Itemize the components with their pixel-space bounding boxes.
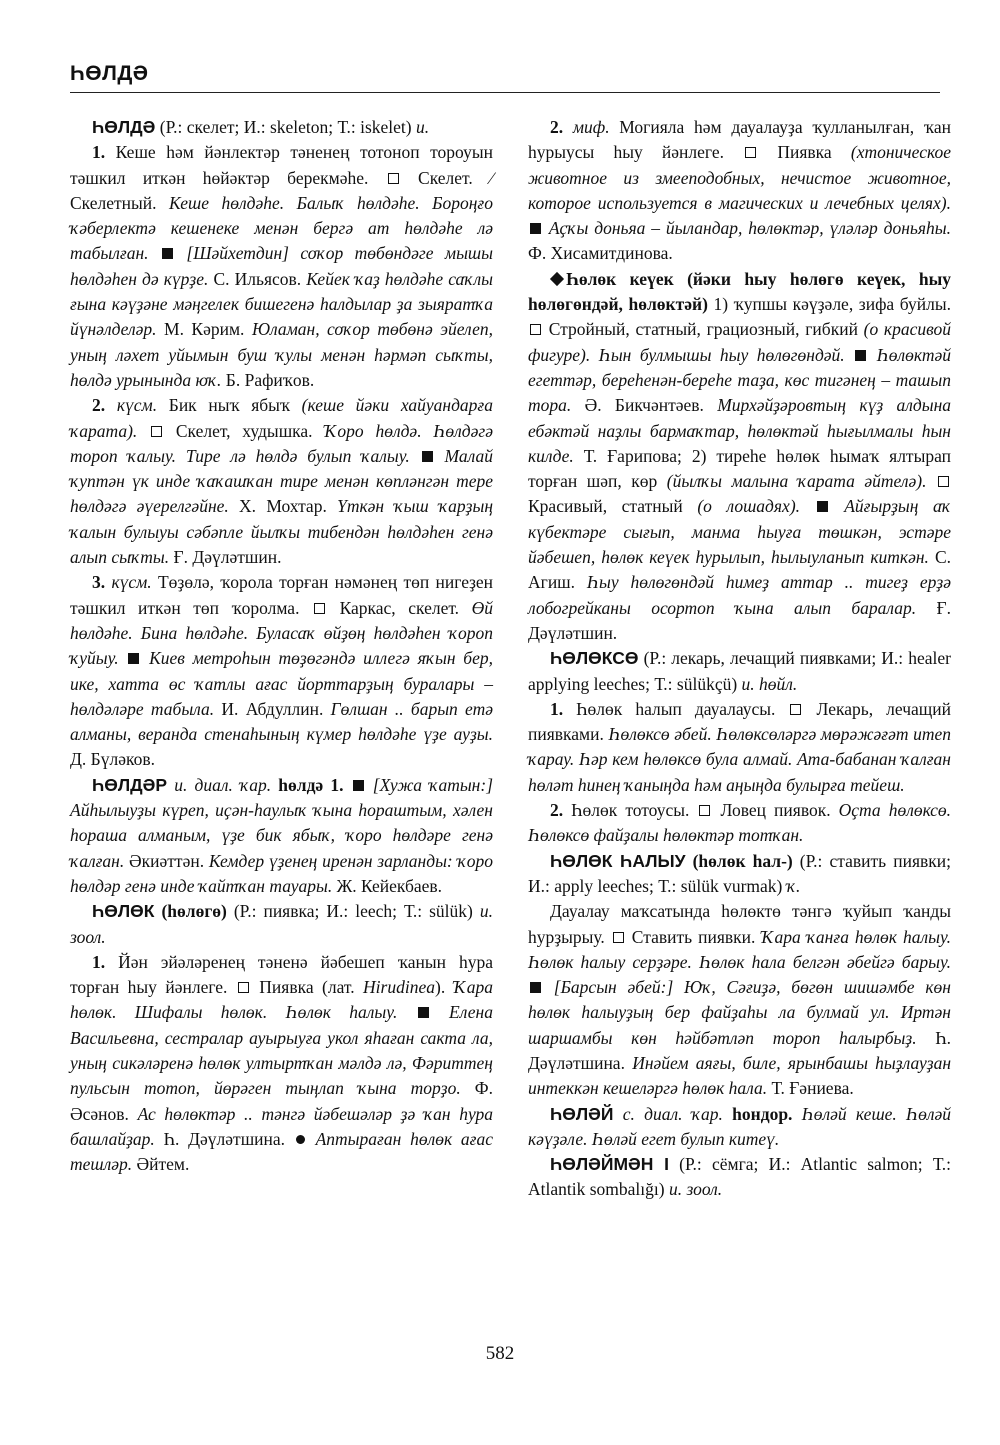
example-black-square-icon — [128, 653, 139, 664]
entry-paragraph — [528, 1152, 951, 1203]
italic-text: Һөләй кеше. Һөләй кәүҙәле. Һөләй егет булып китеү. — [528, 1103, 952, 1149]
italic-text: (хтоническое животное из змееподобных, нечистое животное, которое используется в магических и лечебных целях). — [528, 142, 951, 213]
text: Һөлөк тотоусы. — [563, 800, 698, 821]
example-black-square-icon — [162, 248, 173, 259]
text: Стройный, статный, грациозный, гибкий — [543, 319, 864, 340]
text: Ставить пиявки. — [625, 926, 762, 947]
translation-square-icon — [530, 324, 541, 335]
text: (Р.: скелет; И.: skeleton; Т.: iskelet) — [155, 117, 416, 137]
example-black-square-icon — [855, 350, 866, 361]
italic-text: Гөлшан .. барып етә алманы, веранда стенаһының күмер һөлдәһе үҙе ауҙы. — [70, 698, 494, 745]
text — [343, 775, 350, 795]
text: Могияла һәм дауалауҙа ҡулланылған, ҡан һурыусы һыу йәнлеге. — [528, 117, 951, 163]
text: Төҙөлә, ҡорола торған нәмәнең төп нигеҙен тәшкил иткән төп ҡоролма. — [70, 572, 494, 618]
example-black-square-icon — [418, 1007, 429, 1018]
text: Йән эйәләренең тәненә йәбешеп ҡанын һура торған һыу йәнлеге. — [70, 951, 493, 998]
text: Х. Мохтар. — [228, 496, 338, 517]
entry-paragraph — [70, 570, 493, 772]
text: (Р.: ставить пиявки; И.: apply leeches; Т.: sülük vurmak) — [528, 850, 951, 896]
text: Скелет, худышка. — [164, 420, 325, 441]
headword: ҺӨЛДӘР — [92, 774, 168, 795]
italic-text: и. зоол. — [668, 1179, 723, 1200]
translation-square-icon — [745, 147, 756, 158]
text — [137, 421, 149, 441]
bold-text: һондор. — [732, 1103, 793, 1124]
text: Дауалау маҡсатында һөлөктө тәнгә ҡуйып ҡанды һурҙырыу. — [528, 901, 951, 947]
text: Бик ныҡ ябыҡ — [157, 395, 302, 416]
italic-text: (кеше йәки хайуандарға ҡарата). — [70, 395, 493, 441]
italic-text: Оҫта һөлөксө. Һөлөксө файҙалы һөлөктәр тотҡан. — [528, 800, 951, 846]
text: Һөлөк һалып дауалаусы. — [563, 698, 789, 719]
text — [105, 395, 117, 415]
italic-text: Ас һөлөктәр .. тәнгә йәбешәләр ҙә ҡан һура башлайҙар. — [70, 1103, 493, 1149]
text: Каркас, скелет. — [327, 597, 472, 618]
text: Ғ. Дәүләтшин. — [528, 597, 951, 643]
translation-square-icon — [238, 982, 249, 993]
entry-paragraph — [70, 773, 493, 899]
text: Әйтем. — [132, 1154, 190, 1175]
text — [563, 117, 573, 137]
example-black-square-icon — [353, 780, 364, 791]
text: Красивый, статный — [528, 496, 698, 517]
italic-text: күсм. — [116, 395, 158, 416]
italic-text: Һөлөктәй егеттәр, береһенән-береһе таҙа, көс тигәнең – ташып тора. — [528, 344, 951, 416]
text: Пиявка (лат. — [250, 977, 364, 998]
text — [792, 1104, 801, 1124]
text: Пиявка — [758, 142, 851, 163]
translation-square-icon — [938, 476, 949, 487]
italic-text: и. һөйл. — [741, 673, 798, 694]
entry-paragraph — [70, 115, 493, 140]
italic-text: Юламан, соҡор төбөнә эйелеп, уның ләхет уйымын буш ҡулы менән һәрмәп сыҡты, һөлдә урынында юҡ. — [70, 319, 493, 390]
italic-text: күсм. — [111, 572, 152, 593]
bold-text: Һөлөк кеүек (йәки һыу һөлөгө кеүек, һыу һөлөгөндәй, һөлөктәй) — [528, 268, 951, 315]
text: Лекарь, лечащий пиявками. — [528, 698, 951, 745]
text — [613, 1104, 622, 1124]
entry-paragraph — [70, 393, 493, 570]
text: Ғ. Дәүләтшин. — [169, 547, 282, 568]
italic-text: Кейек ҡаҙ һөлдәһе саҡлы ғына кәүҙәне мәңгелек бишегенә һалдылар ҙа зыяратҡа йүнәлделәр. — [70, 268, 493, 340]
text: Кеше һәм йәнлектәр тәненең тотоноп тороуын тәшкил иткән һөйәктәр берекмәһе. — [70, 142, 493, 188]
translation-square-icon — [314, 603, 325, 614]
text: (Р.: лекарь, лечащий пиявками; И.: healer applying leeches; Т.: sülükçü) — [528, 648, 951, 694]
bold-text: 3. — [92, 572, 106, 593]
entry-paragraph — [528, 798, 951, 849]
headword: ҺӨЛӘЙМӘН I — [550, 1154, 669, 1175]
text: М. Кәрим. — [156, 319, 252, 340]
italic-text: Киев метроһын төҙөгәндә иллегә яҡын бер, ике, хатта өс ҡатлы ағас йорттарҙың буралары – һөлдәләре табыла. — [70, 648, 493, 719]
text: Т. Ғәниева. — [767, 1078, 854, 1099]
right-column — [528, 115, 951, 1203]
text: Һ. Дәүләтшина. — [154, 1128, 294, 1149]
headword: ҺӨЛӨК — [92, 901, 155, 922]
running-header — [70, 62, 940, 93]
text: С. Ильясов. — [208, 268, 307, 289]
entry-paragraph — [528, 267, 951, 646]
italic-text: (йылҡы малына ҡарата әйтелә). — [666, 471, 927, 492]
italic-text: Үткән ҡыш ҡарҙың ҡалын булыуы сәбәпле йылҡы тибендән һөлдәһен генә алып сыҡты. — [70, 496, 494, 568]
example-black-square-icon — [817, 501, 828, 512]
italic-text: Айғырҙың аҡ күбектәре сығып, манма һыуға төшкән, эстәре йәбешеп, һөлөк кеүек һурылып, һылыуланып киткән. — [528, 496, 951, 568]
italic-text: и. — [415, 117, 430, 137]
text: Ловец пиявок. — [712, 800, 839, 821]
translation-square-icon — [151, 426, 162, 437]
headword: ҺӨЛӨКСӨ — [550, 648, 639, 669]
italic-text: [Хужа ҡатын:] Айһылыуҙы күреп, иҫән-һаулыҡ ҡына һораштым, хәлен һораша алманым, үҙе бик ябыҡ, ҡоро һөлдәре генә ҡалған. — [70, 774, 493, 871]
italic-text: ҡ. — [786, 875, 801, 896]
text: Ф. Хисамитдинова. — [528, 243, 673, 264]
text: Д. Бүләков. — [70, 749, 155, 770]
text: Ж. Кейекбаев. — [332, 875, 443, 896]
translation-square-icon — [388, 173, 399, 184]
entry-paragraph — [528, 697, 951, 798]
text: Ф. Әсәнов. — [70, 1078, 493, 1124]
example-black-square-icon — [422, 451, 433, 462]
text: (Р.: пиявка; И.: leech; Т.: sülük) — [226, 901, 480, 922]
italic-text: Һыу һөлөгөндәй һимеҙ аттар .. тигеҙ ерҙә лобогрейканы осортоп ҡына алып баралар. — [528, 572, 951, 618]
entry-paragraph — [528, 899, 951, 1101]
italic-text: и. зоол. — [70, 901, 493, 947]
translation-square-icon — [790, 704, 801, 715]
translation-square-icon — [613, 932, 624, 943]
left-column — [70, 115, 493, 1177]
text — [686, 851, 693, 871]
entry-paragraph — [70, 899, 493, 950]
bold-text: (һөлөгө) — [161, 901, 227, 922]
italic-text: Ҡоро һөлдә. Һөлдәгә тороп ҡалыу. Тире лә һөлдә булып ҡалыу. — [70, 420, 493, 466]
bold-text: 2. — [550, 800, 564, 821]
text: (Р.: сёмга; И.: Atlantic salmon; Т.: Atlantik sombalığı) — [528, 1154, 951, 1200]
entry-paragraph — [528, 646, 951, 697]
headword: ҺӨЛДӘ — [92, 117, 156, 137]
italic-text: Өй һөлдәһе. Бина һөлдәһе. Буласаҡ өйҙөң һөлдәһен ҡороп ҡуйыу. — [70, 597, 493, 669]
text — [926, 471, 936, 491]
text: И. Абдуллин. — [214, 698, 331, 719]
bold-text: (һөлөк һал-) — [692, 850, 793, 871]
italic-text: Мирхәйҙәровтың күҙ алдына ебәктәй наҙлы бармаҡтар, һөлөктәй һығылмалы һын килде. — [528, 395, 952, 466]
headword: ҺӨЛӘЙ — [550, 1103, 614, 1124]
bold-text: 2. — [92, 395, 106, 416]
idiom-diamond-icon — [550, 272, 564, 286]
entry-paragraph — [528, 849, 951, 900]
bold-text: 1. — [92, 142, 106, 163]
italic-text: и. диал. ҡар. — [174, 774, 272, 795]
bold-text: 1. — [92, 951, 106, 972]
italic-text: Аҫҡы доньяа – йыландар, һөлөктәр, үләләр доньяһы. — [543, 218, 951, 239]
italic-text: (о красивой фигуре). Һын булмышы һыу һөлөгөндәй. — [528, 319, 951, 365]
italic-text: Инәйем аяғы, биле, ярынбашы һыҙлауҙан интеккән кешеләргә һөлөк һала. — [528, 1052, 951, 1099]
text: Һ. Дәүләтшина. — [528, 1027, 951, 1073]
text: Т. Ғарипова; 2) тиреһе һөлөк һымаҡ ялтырап торған шәп, көр — [528, 445, 951, 492]
text: Ә. Бикчәнтәев. — [571, 395, 718, 416]
italic-text: Елена Васильевна, сестралар ауырыуға укол яһаған сакта ла, уның сикәләренә һөлөк ултыртҡан мәлдә лә, Фәриттең пульсын тотоп, йөрәген тыңлап ҡына торҙо. — [70, 1002, 493, 1099]
proverb-bullet-icon — [296, 1135, 305, 1144]
text: 1) ҡупшы кәүҙәле, зифа буйлы. — [707, 294, 951, 315]
italic-text: Һөлөксө әбей. Һөлөксөләргә мөрәжәғәт итеп ҡарау. Һәр кем һөлөксө була алмай. Ата-бабанан ҡалған һөләт һинең ҡаныңда һәм аңыңда булырға тейеш. — [528, 724, 951, 795]
italic-text: Hirudinea — [363, 977, 435, 998]
bold-text: 1. — [550, 698, 564, 719]
entry-paragraph — [70, 140, 493, 393]
text: Б. Рафиҡов. — [221, 369, 315, 390]
italic-text: Малай ҡуптән үк инде ҡаҡашҡан тире менән көпләнгән тере һөлдәгә әүерелгәйне. — [70, 445, 493, 517]
translation-square-icon — [699, 805, 710, 816]
text — [723, 1104, 732, 1124]
italic-text: Ҡара ҡанға һөлөк һалыу. Һөлөк һалыу серҙәре. Һөлөк һала белгән әбейгә барыу. — [528, 926, 951, 972]
italic-text: миф. — [572, 117, 610, 137]
text — [307, 1129, 316, 1149]
example-black-square-icon — [530, 982, 541, 993]
example-black-square-icon — [530, 223, 541, 234]
entry-paragraph — [528, 115, 951, 267]
italic-text: [Шәйхетдин] соҡор төбөндәге мышы һөлдәһен дә күрҙе. — [70, 243, 493, 289]
entry-paragraph — [528, 1102, 951, 1153]
italic-text: (о лошадях). — [697, 496, 815, 517]
italic-text: с. диал. ҡар. — [622, 1103, 723, 1124]
entry-paragraph — [70, 950, 493, 1178]
italic-text: [Барсын әбей:] Юҡ, Сәғиҙә, бөгөн шишәмбе көн һөлөк һалыуҙың бер файҙаһы ла булмай ул. Иртән шаршамбы көн һәйбәтләп тороп һалырбыҙ. — [528, 977, 951, 1048]
italic-text: Аптыраған һөлөк ағас тешләр. — [70, 1128, 494, 1175]
text: Скелет. ∕ Скелетный. — [70, 167, 494, 213]
page-number: 582 — [485, 1343, 515, 1364]
text: ). — [435, 977, 454, 998]
italic-text: Кеше һөлдәһе. Балыҡ һөлдәһе. Бороңғо ҡәберлектә кешенеке менән бергә ат һөлдәһе лә табылған. — [70, 192, 493, 264]
bold-text: һөлдә 1. — [278, 774, 344, 795]
header-title: ҺӨЛДӘ — [70, 62, 149, 85]
italic-text: Кемдер үҙенең иренән зарланды: ҡоро һөлдәр генә инде ҡайтҡан тауары. — [70, 850, 494, 896]
text: Әкиәттән. — [124, 850, 209, 871]
headword: ҺӨЛӨК ҺАЛЫУ — [550, 850, 686, 871]
bold-text: 2. — [550, 117, 564, 137]
text: С. Агиш. — [528, 547, 951, 593]
italic-text: Ҡара һөлөк. Шифалы һөлөк. Һөлөк һалыу. — [70, 977, 494, 1023]
